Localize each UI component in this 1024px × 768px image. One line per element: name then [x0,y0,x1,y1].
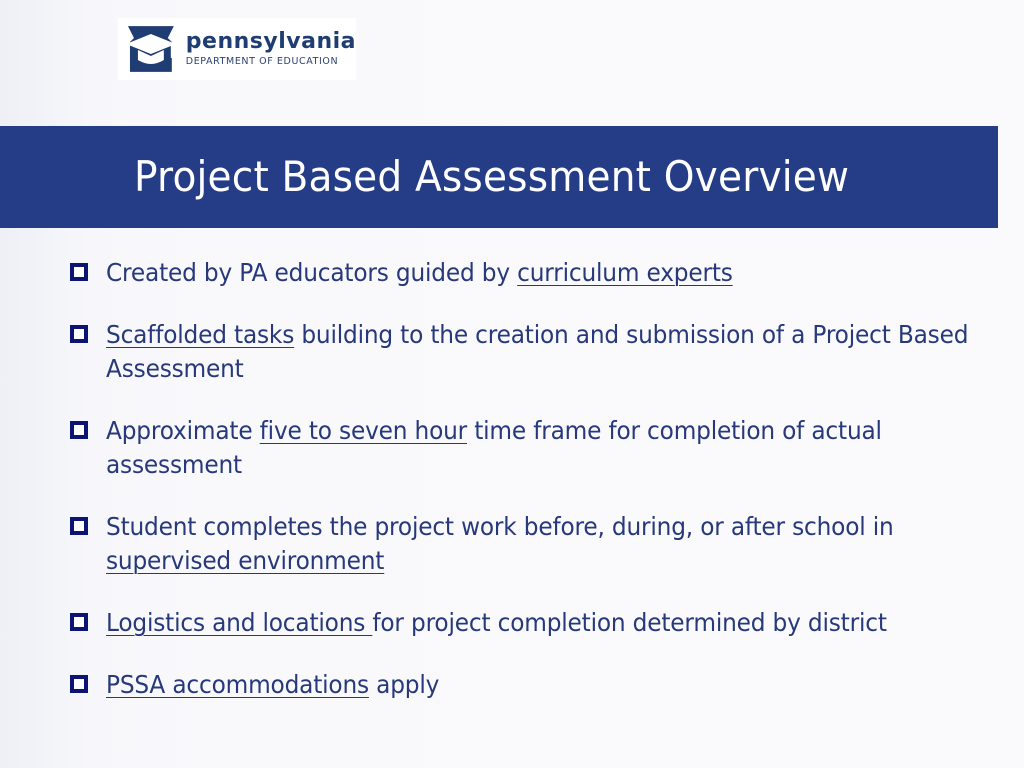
logo-name: pennsylvania [185,29,356,54]
square-bullet-icon [70,325,88,343]
link-five-to-seven-hour[interactable]: five to seven hour [259,416,468,445]
bullet-item [70,668,970,702]
slide-title: Project Based Assessment Overview [134,152,850,201]
bullet-text: for project completion determined by district [372,608,887,637]
bullet-text: apply [368,670,440,699]
bullet-item [70,606,970,640]
bullet-item [70,318,970,386]
keystone-mortarboard-icon [122,22,180,76]
bullet-text: Student completes the project work before, during, or after school in [106,512,894,541]
bullet-text: time frame for completion of actual assessment [106,416,882,479]
bullet-item [70,510,970,578]
square-bullet-icon [70,421,88,439]
square-bullet-icon [70,517,88,535]
bullet-item [70,256,970,290]
link-supervised-environment[interactable]: supervised environment [106,546,385,575]
bullet-text: Created by PA educators guided by [106,258,518,287]
bullet-text: building to the creation and submission of a Project Based Assessment [106,320,969,383]
square-bullet-icon [70,263,88,281]
title-banner [0,126,998,228]
logo-subtitle: DEPARTMENT OF EDUCATION [185,56,339,67]
link-logistics-and-locations[interactable]: Logistics and locations [106,608,373,637]
square-bullet-icon [70,613,88,631]
link-pssa-accommodations[interactable]: PSSA accommodations [106,670,369,699]
bullet-list [70,256,970,730]
link-curriculum-experts[interactable]: curriculum experts [517,258,733,287]
bullet-item [70,414,970,482]
square-bullet-icon [70,675,88,693]
pde-logo [118,18,356,80]
link-scaffolded-tasks[interactable]: Scaffolded tasks [106,320,295,349]
bullet-text: Approximate [106,416,260,445]
